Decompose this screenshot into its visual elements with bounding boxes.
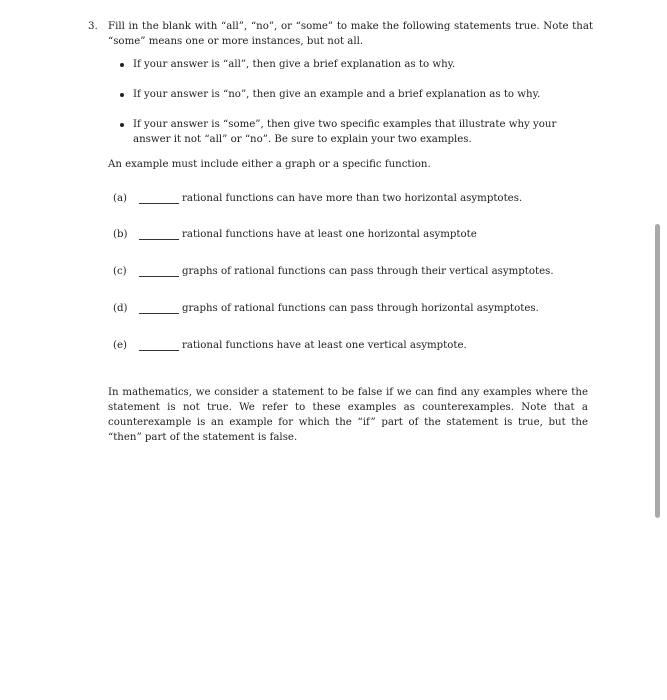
problem-3 (88, 19, 593, 443)
closing-paragraph: In mathematics, we consider a statement to be false if we can find any examples where the statement is not true. We refer to these examples as counterexamples. Note that a counterexample is an example for which the “if” part of the statement is true, but the “then” part of the statement is false. (108, 387, 588, 443)
part-label: (a) (113, 193, 128, 204)
answer-blank[interactable] (139, 350, 179, 351)
bullet-icon (120, 123, 124, 127)
bullet-text: If your answer is “all”, then give a brief explanation as to why. (133, 59, 456, 70)
part-statement: rational functions can have more than two horizontal asymptotes. (182, 193, 523, 204)
bullet-text: If your answer is “no”, then give an example and a brief explanation as to why. (133, 89, 541, 100)
question-number: 3. (88, 21, 98, 32)
example-note: An example must include either a graph or a specific function. (108, 159, 431, 170)
bullet-icon (120, 93, 124, 97)
vertical-scrollbar[interactable] (655, 224, 660, 518)
bullet-some (120, 117, 590, 147)
part-statement: rational functions have at least one vertical asymptote. (182, 340, 467, 351)
part-label: (b) (113, 229, 128, 240)
part-label: (d) (113, 303, 128, 314)
answer-blank[interactable] (139, 276, 179, 277)
bullet-icon (120, 63, 124, 67)
part-statement: graphs of rational functions can pass through their vertical asymptotes. (182, 266, 554, 277)
bullet-text: If your answer is “some”, then give two specific examples that illustrate why your answer it not “all” or “no”. Be sure to explain your two examples. (133, 119, 557, 145)
part-statement: graphs of rational functions can pass through horizontal asymptotes. (182, 303, 539, 314)
answer-blank[interactable] (139, 313, 179, 314)
bullet-no (120, 87, 590, 102)
part-statement: rational functions have at least one horizontal asymptote (182, 229, 477, 240)
answer-blank[interactable] (139, 239, 179, 240)
bullet-all (120, 57, 590, 72)
part-label: (c) (113, 266, 127, 277)
answer-blank[interactable] (139, 203, 179, 204)
question-prompt: Fill in the blank with “all”, “no”, or “some” to make the following statements true. Note that “some” means one or more instances, but not all. (108, 21, 593, 47)
part-label: (e) (113, 340, 127, 351)
